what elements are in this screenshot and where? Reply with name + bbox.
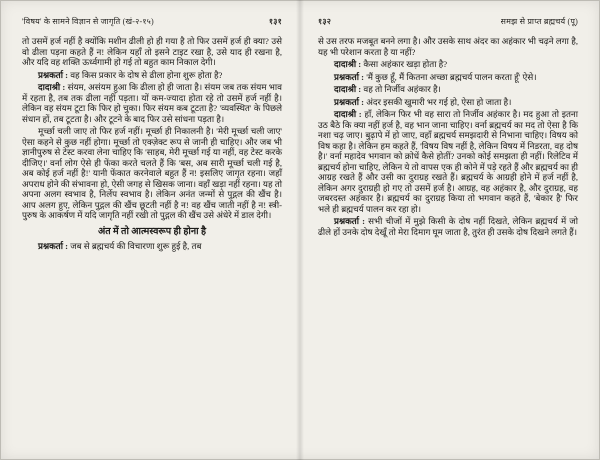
paragraph <box>22 126 282 221</box>
right-page-header <box>318 16 578 27</box>
paragraph-text: संयम, असंयम हुआ कि ढीला हो ही जाता है। संयम जब तक संयम भाव में रहता है, तब तक ढीला नहीं पड़ता। यों कम-ज्यादा होता रहे तो उसमें हर्ज नहीं है। लेकिन वह संयम टूटा कि फिर हो चुका। फिर संयम कब टूटता है? 'व्यवस्थित' के पिछले संधान हों, तब टूटता है। और टूटने के बाद फिर उसे सांधना पड़ता है। <box>22 82 282 124</box>
paragraph <box>318 84 578 95</box>
speaker-label: दादाश्री : <box>334 59 362 69</box>
paragraph-text: हाँ, लेकिन फिर भी वह सारा तो निर्जीव अहंकार है। मद हुआ तो इतना उठ बैठे कि क्या नहीं हर्ज है, वह भान जाना चाहिए। वर्ना ब्रह्मचर्य का मद तो ऐसा है कि नशा चढ़ जाए। बुढ़ापे में हो जाए, वहाँ ब्रह्मचर्य समझदारी से निभाना चाहिए। विषय को विष कहा है। लेकिन हम कहते हैं, 'विषय विष नहीं है, लेकिन विषय में निडरता, वह दोष है।' वर्ना महादेव भगवान को क्रोधें कैसे होतीं? उनको कोई समझता ही नहीं। रिलेटिव में ब्रह्मचर्य होना चाहिए, लेकिन ये तो वापस एक ही कोने में पड़े रहते हैं और ब्रह्मचर्य का ही आग्रह रखते हैं और उसी का दुराग्रह रखते हैं। ब्रह्मचर्य के आग्रही होने में हर्ज नहीं है, लेकिन अगर दुराग्रही हो गए तो उसमें हर्ज है। आग्रह, वह अहंकार है, और दुराग्रह, वह जबरदस्त अहंकार है। ब्रह्मचर्य का दुराग्रह किया तो भगवान कहते हैं, 'बेकार है' फिर भले ही ब्रह्मचर्य पालन कर रहा हो। <box>318 109 578 214</box>
left-page-header <box>22 16 282 27</box>
speaker-label: प्रश्नकर्ता : <box>38 69 69 80</box>
paragraph <box>22 82 282 124</box>
paragraph <box>318 59 578 70</box>
speaker-label: प्रश्नकर्ता : <box>334 96 365 107</box>
speaker-label: प्रश्नकर्ता : <box>38 241 69 251</box>
paragraph-text: जब से ब्रह्मचर्य की विचारणा शुरू हुई है, तब <box>68 241 202 251</box>
section-heading: अंत में तो आत्मस्वरूप ही होना है <box>97 226 207 237</box>
speaker-label: दादाश्री : <box>334 84 362 94</box>
paragraph <box>22 241 282 252</box>
paragraph <box>22 70 282 81</box>
right-page <box>300 0 600 460</box>
right-running-title: समझ से प्राप्त ब्रह्मचर्य (पू) <box>500 17 578 26</box>
paragraph-text: से उस तरफ मजबूत बनने लगा है। और उसके साथ अंदर का अहंकार भी चढ़ने लगा है, यह भी परेशान करता है या नहीं? <box>318 36 578 57</box>
paragraph-text: सभी चीजों में मुझे किसी के दोष नहीं दिखते, लेकिन ब्रह्मचर्य में जो ढीले हों उनके दोष देखूँ तो मेरा दिमाग घूम जाता है, तुरंत ही उसके दोष दिखने लगते हैं। <box>318 216 579 237</box>
paragraph-text: मूर्च्छा चली जाए तो फिर हर्ज नहीं। मूर्च्छा ही निकालनी है। 'मेरी मूर्च्छा चली जाए' ऐसा कहने से कुछ नहीं होगा। मूर्च्छा तो एक्ज़ेक्ट रूप से जानी ही चाहिए। और जब भी ज्ञानीपुरुष से टेस्ट करवा लेना चाहिए कि 'साहब, मेरी मूर्च्छा गई या नहीं, वह टेस्ट करके दीजिए।' वर्ना लोग ऐसे ही फेंका करते चलते हैं कि 'बस, अब सारी मूर्च्छा चली गई है, अब कोई हर्ज नहीं है!' यानी फेंकात करनेवाले बहुत हैं न! इसलिए जागृत रहना। जहाँ अपराध होने की संभावना हो, ऐसी जगह से खिसक जाना। वहाँ खड़ा नहीं रहना। यह तो अपना अलग स्वभाव है, निर्लेप स्वभाव है। लेकिन अनंत जन्मों से पुद्गल की खैंच है। आप अलग हुए, लेकिन पुद्गल की खैंच छूटती नहीं है न! वह खैंच जाती नहीं है न! स्त्री-पुरुष के आकर्षण में यदि जागृति नहीं रखी तो पुद्गल की खैंच उसे अंधेरे में डाल देगी। <box>22 126 282 220</box>
paragraph-text: वह तो निर्जीव अहंकार है। <box>361 84 441 94</box>
right-page-body <box>318 36 578 237</box>
paragraph <box>318 216 578 237</box>
speaker-label: प्रश्नकर्ता : <box>334 71 365 82</box>
paragraph <box>318 97 578 108</box>
paragraph <box>22 36 282 68</box>
left-page-body <box>22 36 282 252</box>
paragraph <box>318 72 578 83</box>
speaker-label: प्रश्नकर्ता : <box>334 216 366 226</box>
paragraph-text: अंदर इसकी खुमारी भर गई हो, ऐसा हो जाता है। <box>364 96 512 107</box>
paragraph <box>318 36 578 57</box>
paragraph-text: 'मैं कुछ हूँ, मैं कितना अच्छा ब्रह्मचर्य पालन करता हूँ' ऐसे। <box>364 71 537 82</box>
right-page-number: १३२ <box>318 17 332 26</box>
paragraph-text: तो उसमें हर्ज नहीं है क्योंकि मशीन ढीली हो ही गया है तो फिर उसमें हर्ज ही क्या? उसे वो ढीला पड़ना कहते हैं न! लेकिन यहाँ तो इसने टाइट रखा है, उसे याद ही रखना है, और यदि वह शक्ति ऊर्ध्वगामी हो गई तो बहुत काम निकाल देगी। <box>22 36 282 67</box>
left-page-number: १३१ <box>268 17 282 26</box>
paragraph <box>318 109 578 214</box>
paragraph-text: कैसा अहंकार खड़ा होता है? <box>361 59 448 69</box>
left-running-title: 'विषय' के सामने विज्ञान से जागृति (खं-२-१५) <box>22 17 154 26</box>
speaker-label: दादाश्री : <box>334 109 362 119</box>
paragraph-text: वह किस प्रकार के दोष से ढीला होना शुरू होता है? <box>68 69 223 80</box>
speaker-label: दादाश्री : <box>38 82 66 92</box>
